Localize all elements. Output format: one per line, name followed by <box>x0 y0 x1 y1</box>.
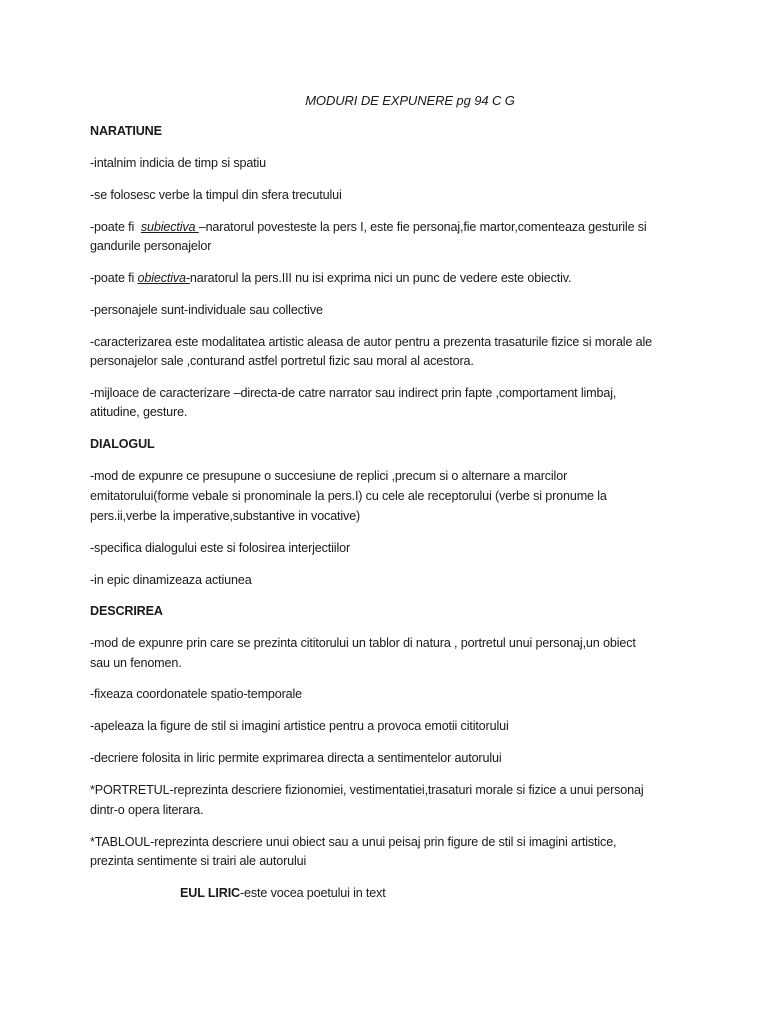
paragraph: -intalnim indicia de timp si spatiu <box>90 156 267 170</box>
paragraph: -specifica dialogului este si folosirea interjectiilor <box>90 541 350 555</box>
paragraph-continuation: gandurile personajelor <box>90 239 212 253</box>
paragraph-continuation: sau un fenomen. <box>90 656 182 670</box>
text-run: naratorul la pers.III nu isi exprima nici un punc de vedere este obiectiv. <box>189 271 572 285</box>
text-run: -este vocea poetului in text <box>240 886 386 900</box>
paragraph: -mod de expunre ce presupune o succesiune de replici ,precum si o alternare a marcilor <box>90 469 568 483</box>
paragraph-continuation: emitatorului(forme vebale si pronominale la pers.I) cu cele ale receptorului (verbe si pronume la <box>90 489 607 503</box>
section-heading-naratiune: NARATIUNE <box>90 124 162 138</box>
paragraph-continuation: dintr-o opera literara. <box>90 803 204 817</box>
paragraph-continuation: personajelor sale ,conturand astfel portretul fizic sau moral al acestora. <box>90 354 474 368</box>
document-title <box>0 93 768 108</box>
paragraph: *PORTRETUL-reprezinta descriere fizionomiei, vestimentatiei,trasaturi morale si fizice a unui personaj <box>90 783 644 797</box>
text-run: -poate fi <box>90 220 141 234</box>
paragraph: -decriere folosita in liric permite exprimarea directa a sentimentelor autorului <box>90 751 502 765</box>
document-title-text: MODURI DE EXPUNERE pg 94 C G <box>305 93 515 108</box>
section-heading-dialogul: DIALOGUL <box>90 437 155 451</box>
paragraph-continuation: prezinta sentimente si trairi ale autorului <box>90 854 307 868</box>
text-run: -poate fi <box>90 271 138 285</box>
paragraph: -mijloace de caracterizare –directa-de catre narrator sau indirect prin fapte ,comportament limbaj, <box>90 386 617 400</box>
paragraph <box>90 268 690 288</box>
paragraph-continuation: atitudine, gesture. <box>90 405 188 419</box>
section-heading-descrierea: DESCRIREA <box>90 604 163 618</box>
text-run: –naratorul povesteste la pers I, este fie personaj,fie martor,comenteaza gesturile si <box>198 220 647 234</box>
paragraph: -personajele sunt-individuale sau collective <box>90 303 323 317</box>
paragraph <box>90 217 690 237</box>
paragraph: -caracterizarea este modalitatea artistic aleasa de autor pentru a prezenta trasaturile fizice si morale ale <box>90 335 653 349</box>
paragraph: -fixeaza coordonatele spatio-temporale <box>90 687 303 701</box>
paragraph: -se folosesc verbe la timpul din sfera trecutului <box>90 188 342 202</box>
paragraph-continuation: pers.ii,verbe la imperative,substantive in vocative) <box>90 509 361 523</box>
eul-liric-line <box>180 883 768 903</box>
paragraph: -apeleaza la figure de stil si imagini artistice pentru a provoca emotii cititorului <box>90 719 509 733</box>
term-obiectiva: obiectiva- <box>137 271 190 285</box>
paragraph: -mod de expunre prin care se prezinta cititorului un tablor di natura , portretul unui personaj,un obiect <box>90 636 636 650</box>
paragraph: -in epic dinamizeaza actiunea <box>90 573 252 587</box>
term-subiectiva: subiectiva <box>140 220 199 234</box>
paragraph: *TABLOUL-reprezinta descriere unui obiect sau a unui peisaj prin figure de stil si imagini artistice, <box>90 835 617 849</box>
term-eul-liric: EUL LIRIC <box>180 886 240 900</box>
